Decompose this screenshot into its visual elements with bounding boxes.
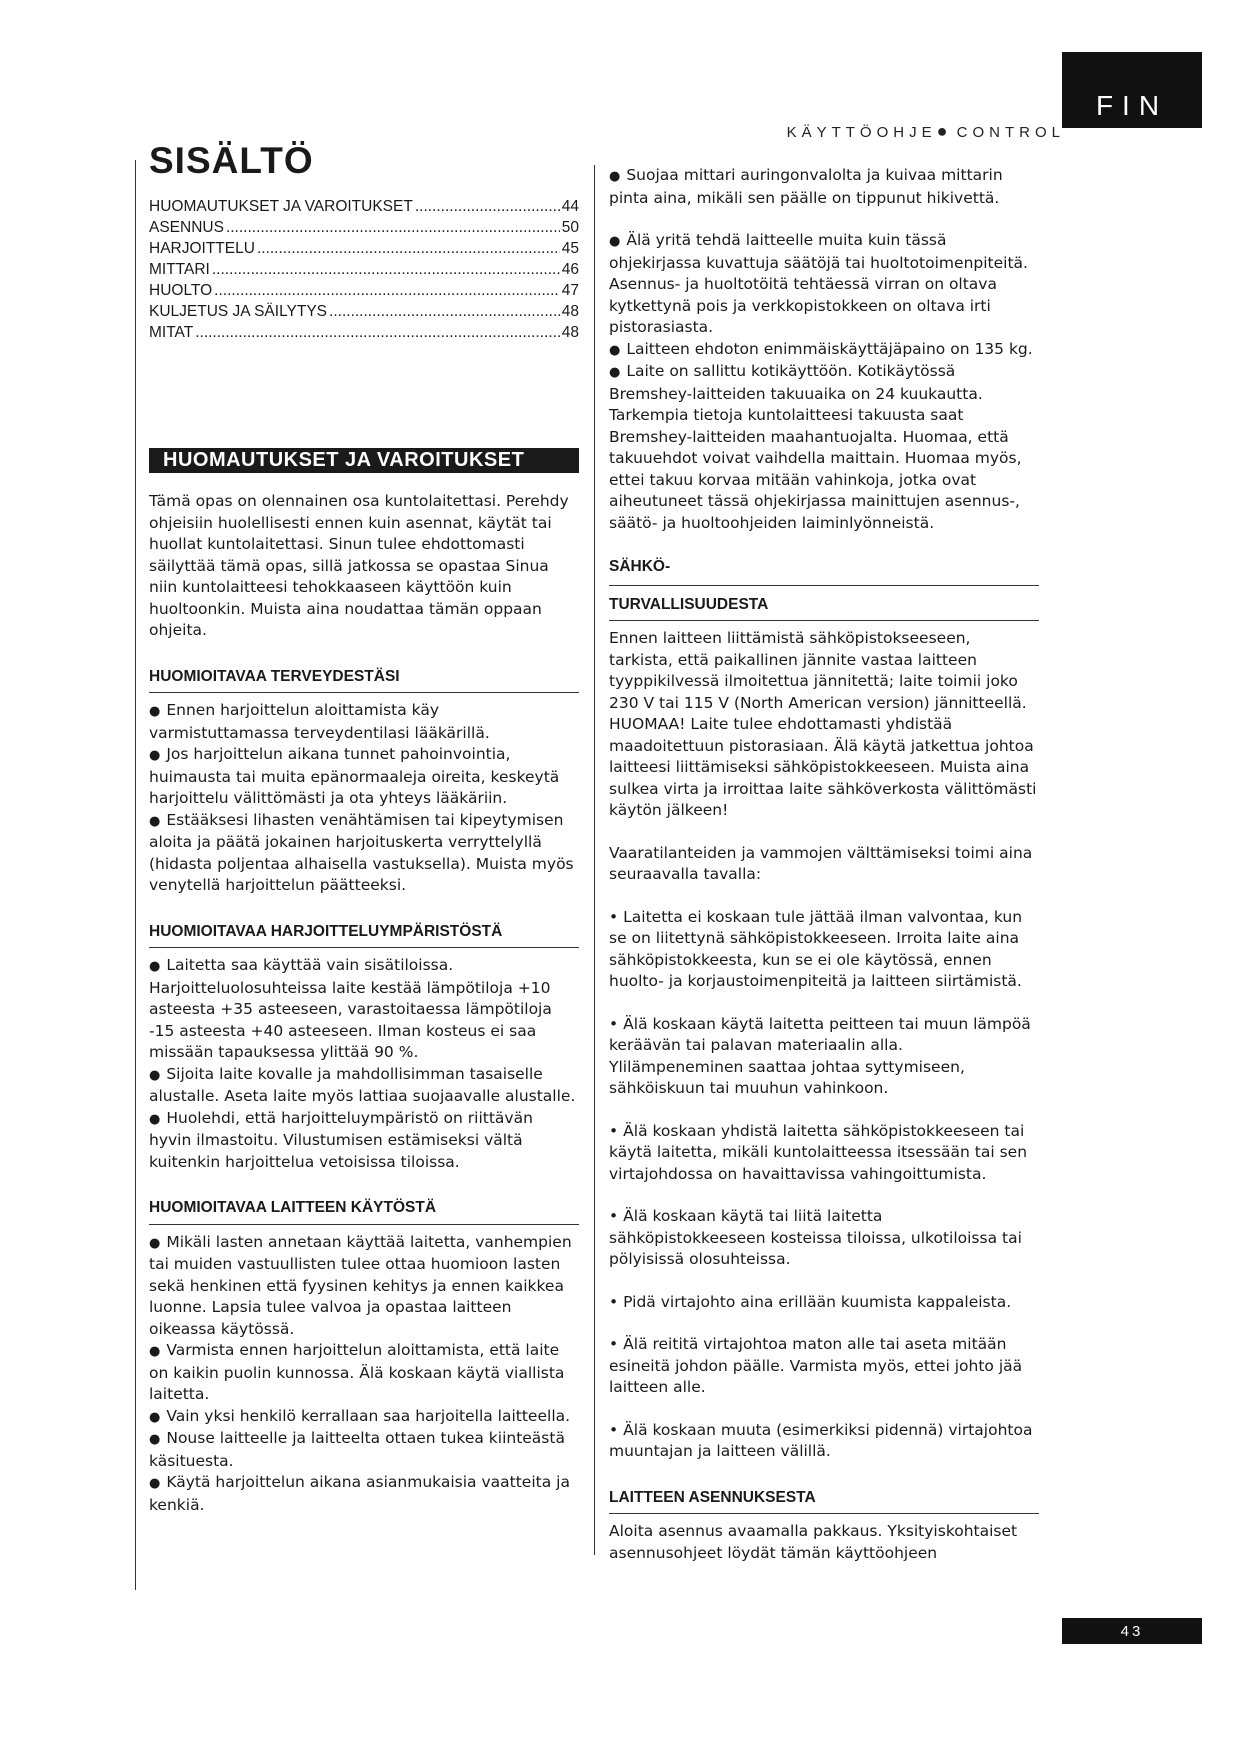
list-item: • Älä koskaan käytä tai liitä laitetta sähköpistokkeeseen kosteissa tiloissa, ulkotiloissa tai pölyisissä olosuhteissa.: [609, 1206, 1039, 1271]
list-item: ● Vain yksi henkilö kerrallaan saa harjoitella laitteella.: [149, 1406, 579, 1429]
column-divider: [594, 165, 595, 1555]
language-tab: FIN: [1062, 52, 1202, 128]
manual-header: [787, 121, 1065, 142]
list-item: ● Estääksesi lihasten venähtämisen tai kipeytymisen aloita ja päätä jokainen harjoituskerta verryttelyllä (hidasta poljentaa alhaisella vastuksella). Muista myös venytellä harjoittelun päätteeksi.: [149, 810, 579, 897]
toc-item[interactable]: HUOLTO ..... 47: [149, 280, 579, 301]
manual-model: CONTROL: [956, 124, 1065, 141]
bullet-separator-icon: ●: [936, 121, 948, 141]
list-item: • Älä reititä virtajohtoa maton alle tai aseta mitään esineitä johdon päälle. Varmista myös, ettei johto jää laitteen alle.: [609, 1334, 1039, 1399]
section-banner: HUOMAUTUKSET JA VAROITUKSET: [149, 448, 579, 474]
left-column: [149, 140, 579, 1516]
list-item: ● Laite on sallittu kotikäyttöön. Kotikäytössä Bremshey-laitteiden takuuaika on 24 kuukautta. Tarkempia tietoja kuntolaitteesi takuusta saat Bremshey-laitteiden maahantuojalta. Huomaa, että takuuehdot voivat vaihdella maittain. Huomaa myös, ettei takuu korvaa mitään vahinkoja, jotka ovat aiheutuneet tässä ohjekirjassa mainittujen asennus-, säätö- ja huoltoohjeiden laiminlyönneistä.: [609, 361, 1039, 534]
toc-item[interactable]: ASENNUS ..... 50: [149, 217, 579, 238]
toc-title: SISÄLTÖ: [149, 140, 314, 181]
table-of-contents: [149, 196, 579, 343]
list-item: ● Nouse laitteelle ja laitteelta ottaen tukea kiinteästä käsituesta.: [149, 1428, 579, 1472]
toc-item[interactable]: HARJOITTELU ..... 45: [149, 238, 579, 259]
electric-paragraph: Ennen laitteen liittämistä sähköpistokseeseen, tarkista, että paikallinen jännite vastaa laitteen tyyppikilvessä ilmoitettua jännitettä; laite toimii joko 230 V tai 115 V (North American version) jännitteellä. HUOMAA! Laite tulee ehdottamasti yhdistää maadoitettuun pistorasiaan. Älä käytä jatkettua johtoa laitteesi liittämiseksi sähköpistokkeeseen. Muista aina sulkea virta ja irroittaa laite sähköverkosta välittömästi käytön jälkeen!: [609, 629, 1037, 819]
list-item: ● Mikäli lasten annetaan käyttää laitetta, vanhempien tai muiden vastuullisten tulee ottaa huomioon lasten sekä henkinen että fyysinen kehitys ja ennen kaikkea luonne. Lapsia tulee valvoa ja opastaa laitteen oikeassa käytössä.: [149, 1232, 579, 1341]
right-column: [609, 165, 1039, 1564]
left-margin-rule: [135, 160, 136, 1590]
toc-item[interactable]: MITTARI ..... 46: [149, 259, 579, 280]
section-heading-installation: LAITTEEN ASENNUKSESTA: [609, 1487, 1039, 1515]
toc-item[interactable]: HUOMAUTUKSET JA VAROITUKSET ..... 44: [149, 196, 579, 217]
page-number: 43: [1062, 1618, 1202, 1644]
list-item: • Älä koskaan muuta (esimerkiksi pidennä) virtajohtoa muuntajan ja laitteen välillä.: [609, 1420, 1039, 1463]
section-heading-electric-2: TURVALLISUUDESTA: [609, 594, 1039, 622]
list-item: ● Varmista ennen harjoittelun aloittamista, että laite on kaikin puolin kunnossa. Älä koskaan käytä viallista laitetta.: [149, 1340, 579, 1406]
list-item: ● Laitteen ehdoton enimmäiskäyttäjäpaino on 135 kg.: [609, 339, 1039, 362]
section-heading-usage: HUOMIOITAVAA LAITTEEN KÄYTÖSTÄ: [149, 1197, 579, 1225]
list-item: ● Huolehdi, että harjoitteluympäristö on riittävän hyvin ilmastoitu. Vilustumisen estämiseksi vältä kuitenkin harjoittelua vetoisissa tiloissa.: [149, 1108, 579, 1174]
section-heading-health: HUOMIOITAVAA TERVEYDESTÄSI: [149, 666, 579, 694]
list-item: • Laitetta ei koskaan tule jättää ilman valvontaa, kun se on liitettynä sähköpistokkeeseen. Irroita laite aina sähköpistokkeesta, kun se ei ole käytössä, ennen huolto- ja korjaustoimenpiteitä ja laitteen siirtämistä.: [609, 907, 1039, 993]
toc-item[interactable]: MITAT ..... 48: [149, 322, 579, 343]
list-item: ● Sijoita laite kovalle ja mahdollisimman tasaiselle alustalle. Aseta laite myös lattiaa suojaavalle alustalle.: [149, 1064, 579, 1108]
list-item: ● Jos harjoittelun aikana tunnet pahoinvointia, huimausta tai muita epänormaaleja oireita, keskeytä harjoittelu välittömästi ja ota yhteys lääkäriin.: [149, 744, 579, 810]
list-item: ● Suojaa mittari auringonvalolta ja kuivaa mittarin pinta aina, mikäli sen päälle on tippunut hikivettä.: [609, 165, 1039, 209]
list-item: ● Laitetta saa käyttää vain sisätiloissa. Harjoitteluolosuhteissa laite kestää lämpötiloja +10 asteesta +35 asteeseen, varastoitaessa lämpötiloja -15 asteesta +40 asteeseen. Ilman kosteus ei saa missään tapauksessa ylittää 90 %.: [149, 955, 579, 1064]
toc-item[interactable]: KULJETUS JA SÄILYTYS ..... 48: [149, 301, 579, 322]
hazard-intro: Vaaratilanteiden ja vammojen välttämiseksi toimi aina seuraavalla tavalla:: [609, 843, 1033, 883]
list-item: ● Käytä harjoittelun aikana asianmukaisia vaatteita ja kenkiä.: [149, 1472, 579, 1516]
section-heading-electric-1: SÄHKÖ-: [609, 558, 671, 575]
list-item: ● Älä yritä tehdä laitteelle muita kuin tässä ohjekirjassa kuvattuja säätöjä tai huoltotoimenpiteitä. Asennus- ja huoltotöitä tehtäessä virran on oltava kytkettynä pois ja verkkopistokkeen on oltava irti pistorasiasta.: [609, 230, 1039, 339]
list-item: • Älä koskaan käytä laitetta peitteen tai muun lämpöä keräävän tai palavan materiaalin alla. Ylilämpeneminen saattaa johtaa syttymiseen, sähköiskuun tai muuhun vahinkoon.: [609, 1014, 1039, 1100]
list-item: ● Ennen harjoittelun aloittamista käy varmistuttamassa terveydentilasi lääkärillä.: [149, 700, 579, 744]
installation-paragraph: Aloita asennus avaamalla pakkaus. Yksityiskohtaiset asennusohjeet löydät tämän käyttöohjeen: [609, 1522, 1018, 1562]
list-item: • Älä koskaan yhdistä laitetta sähköpistokkeeseen tai käytä laitetta, mikäli kuntolaitteessa itsessään tai sen virtajohdossa on havaittavissa vahingoittumista.: [609, 1121, 1039, 1186]
intro-paragraph: Tämä opas on olennainen osa kuntolaitettasi. Perehdy ohjeisiin huolellisesti ennen kuin asennat, käytät tai huollat kuntolaitettasi. Sinun tulee ehdottomasti säilyttää tämä opas, sillä jatkossa se opastaa Sinua niin kuntolaitteesi tehokkaaseen käyttöön kuin huoltoonkin. Muista aina noudattaa tämän oppaan ohjeita.: [149, 492, 569, 639]
list-item: • Pidä virtajohto aina erillään kuumista kappaleista.: [609, 1292, 1039, 1314]
manual-label: KÄYTTÖOHJE: [786, 124, 937, 141]
section-heading-environment: HUOMIOITAVAA HARJOITTELUYMPÄRISTÖSTÄ: [149, 921, 579, 949]
